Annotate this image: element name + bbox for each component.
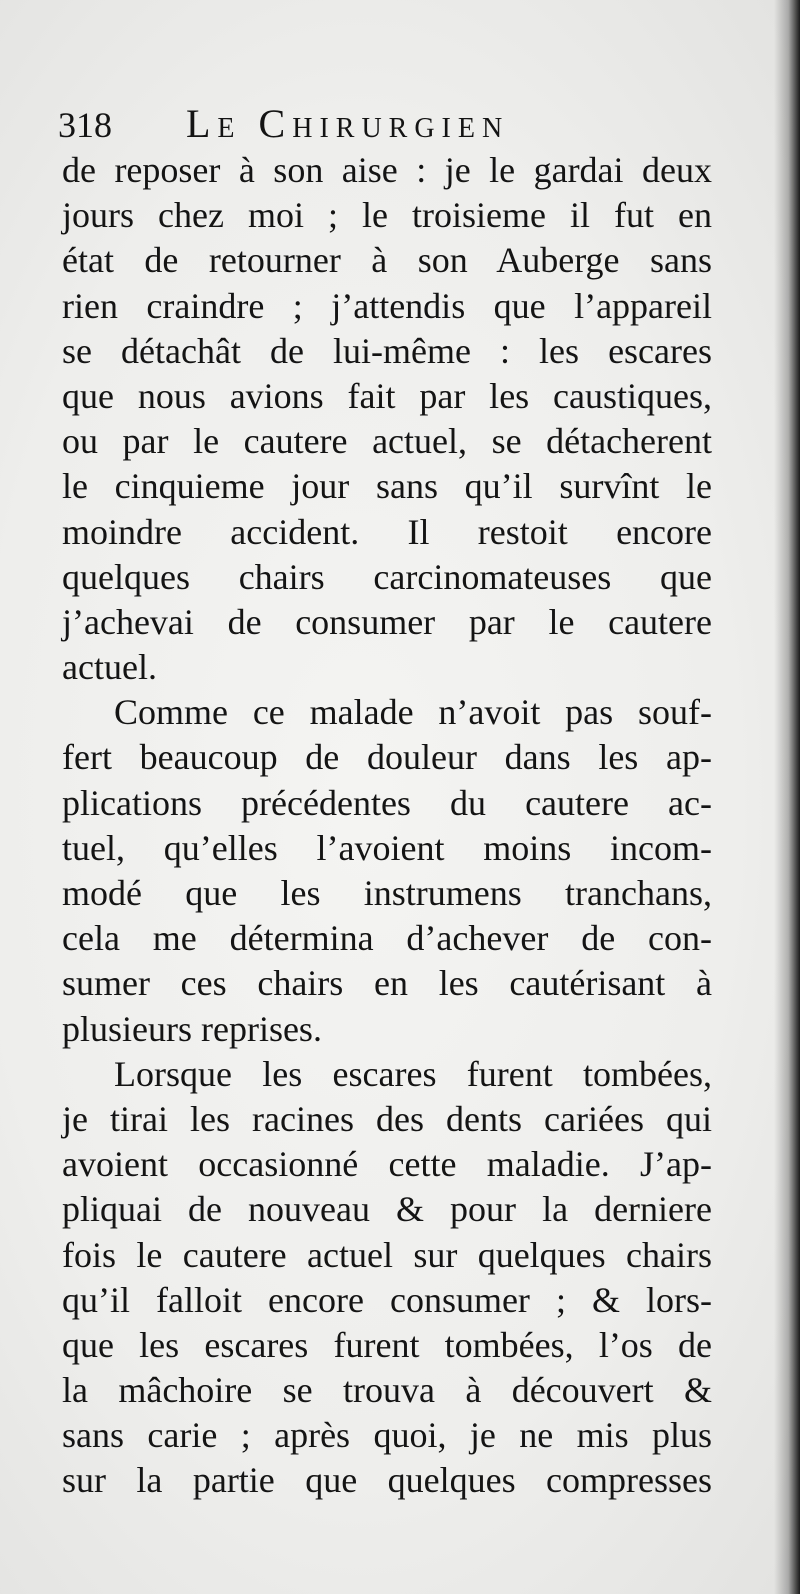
text-line: le cinquieme jour sans qu’il survînt le <box>62 466 712 507</box>
text-line: qu’il falloit encore consumer ; & lors- <box>62 1279 712 1320</box>
text-line: je tirai les racines des dents cariées qui <box>62 1098 712 1139</box>
text-line: j’achevai de consumer par le cautere <box>62 601 712 642</box>
text-line: Lorsque les escares furent tombées, <box>114 1053 712 1094</box>
text-line: que nous avions fait par les caustiques, <box>62 375 712 416</box>
text-line: état de retourner à son Auberge sans <box>62 240 712 281</box>
text-line: que les escares furent tombées, l’os de <box>62 1324 712 1365</box>
text-line: sans carie ; après quoi, je ne mis plus <box>62 1415 712 1456</box>
text-line: sumer ces chairs en les cautérisant à <box>62 963 712 1004</box>
text-line: rien craindre ; j’attendis que l’appareil <box>62 285 712 326</box>
text-line: modé que les instrumens tranchans, <box>62 873 712 913</box>
text-line: Comme ce malade n’avoit pas souf- <box>114 692 712 733</box>
text-line: pliquai de nouveau & pour la derniere <box>62 1189 712 1230</box>
running-head: Le Chirurgien <box>186 101 510 146</box>
text-line: fois le cautere actuel sur quelques chairs <box>62 1234 712 1275</box>
text-line: la mâchoire se trouva à découvert & <box>62 1370 712 1411</box>
text-line: plusieurs reprises. <box>62 1008 322 1049</box>
text-line: cela me détermina d’achever de con- <box>62 918 712 959</box>
text-line: quelques chairs carcinomateuses que <box>62 556 712 597</box>
text-line: moindre accident. Il restoit encore <box>62 511 712 552</box>
body-text <box>62 148 712 1504</box>
text-line: se détachât de lui-même : les escares <box>62 330 712 371</box>
text-line: de reposer à son aise : je le gardai deux <box>62 150 712 190</box>
text-line: plications précédentes du cautere ac- <box>62 782 712 823</box>
text-line: tuel, qu’elles l’avoient moins incom- <box>62 827 712 868</box>
text-line: actuel. <box>62 647 157 688</box>
text-line: ou par le cautere actuel, se détacherent <box>62 421 712 462</box>
page-number: 318 <box>58 105 112 145</box>
text-line: jours chez moi ; le troisieme il fut en <box>62 195 712 236</box>
text-line: sur la partie que quelques compresses <box>62 1460 712 1501</box>
page-edge-shadow <box>774 0 800 1594</box>
text-line: fert beaucoup de douleur dans les ap- <box>62 737 712 778</box>
text-line: avoient occasionné cette maladie. J’ap- <box>62 1144 712 1185</box>
